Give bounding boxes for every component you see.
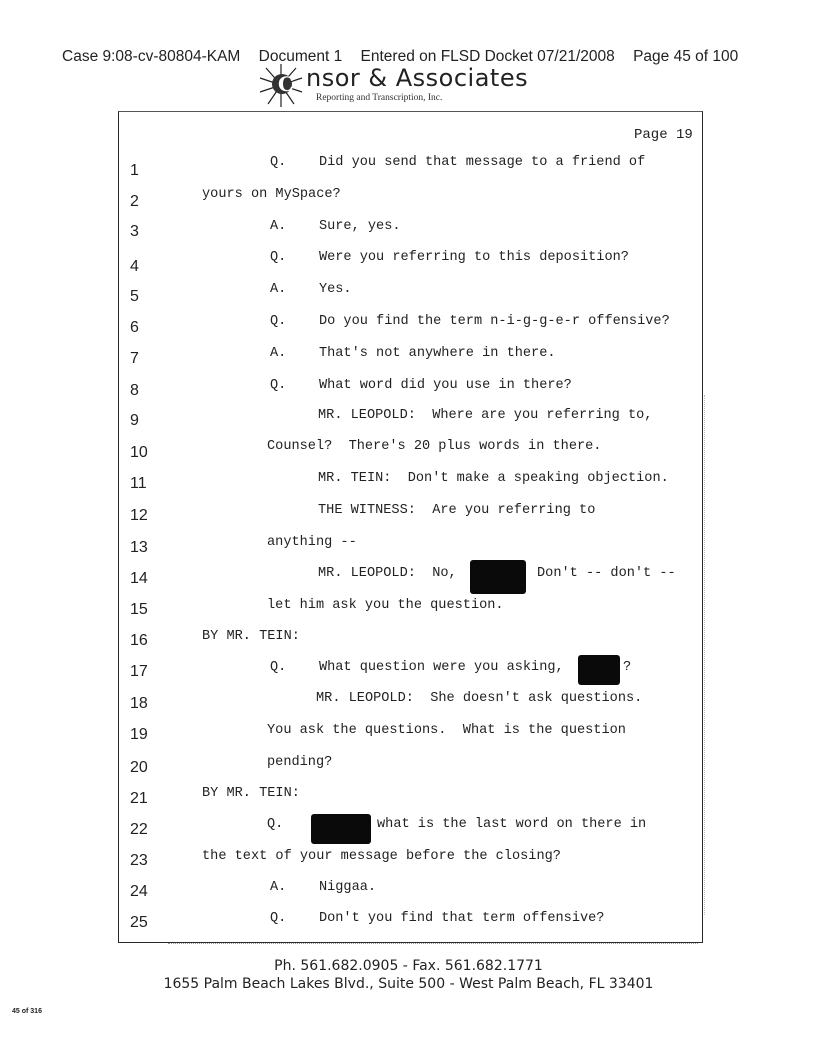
transcript-line-text: Q. bbox=[267, 817, 284, 832]
line-number: 9 bbox=[130, 412, 139, 429]
redaction-block bbox=[470, 560, 526, 594]
transcript-line-text: Counsel? There's 20 plus words in there. bbox=[267, 439, 602, 454]
line-number: 25 bbox=[130, 914, 148, 931]
document-number: Document 1 bbox=[258, 48, 343, 65]
line-number: 2 bbox=[130, 193, 139, 210]
line-number: 3 bbox=[130, 223, 139, 240]
line-number: 11 bbox=[130, 475, 147, 492]
line-number: 22 bbox=[130, 821, 148, 838]
line-number: 12 bbox=[130, 507, 148, 524]
line-number: 7 bbox=[130, 350, 139, 367]
transcript-line-text-after-redaction: ? bbox=[623, 660, 632, 675]
transcript-line-text: the text of your message before the closing? bbox=[202, 849, 561, 864]
page-indicator: Page 45 of 100 bbox=[633, 48, 739, 65]
line-number: 13 bbox=[130, 539, 148, 556]
transcript-page-label: Page 19 bbox=[634, 127, 693, 143]
footer-phone: Ph. 561.682.0905 - Fax. 561.682.1771 bbox=[274, 958, 543, 974]
transcript-line-text: THE WITNESS: Are you referring to bbox=[318, 503, 596, 518]
sunburst-logo-icon bbox=[258, 62, 304, 108]
line-number: 24 bbox=[130, 883, 148, 900]
transcript-line-text: let him ask you the question. bbox=[267, 598, 504, 613]
line-number: 1 bbox=[130, 162, 139, 179]
transcript-line-text: A. Niggaa. bbox=[270, 880, 377, 895]
line-number: 4 bbox=[130, 258, 139, 275]
transcript-line-text: Q. Were you referring to this deposition? bbox=[270, 250, 629, 265]
transcript-line-text-after-redaction: what is the last word on there in bbox=[377, 817, 647, 832]
transcript-line-text-after-redaction: Don't -- don't -- bbox=[537, 566, 676, 581]
transcript-line-text: Q. Don't you find that term offensive? bbox=[270, 911, 605, 926]
docket-entry: Entered on FLSD Docket 07/21/2008 bbox=[360, 48, 615, 65]
redaction-block bbox=[578, 655, 620, 685]
logo-company-name: nsor & Associates bbox=[306, 64, 529, 92]
line-number: 19 bbox=[130, 726, 148, 743]
logo-tagline: Reporting and Transcription, Inc. bbox=[316, 93, 443, 103]
line-number: 21 bbox=[130, 790, 148, 807]
scan-noise-line bbox=[168, 943, 698, 946]
page-count: 45 of 316 bbox=[12, 1008, 42, 1015]
line-number: 16 bbox=[130, 632, 148, 649]
line-number: 20 bbox=[130, 759, 148, 776]
scan-edge-mark bbox=[704, 395, 707, 915]
transcript-line-text: Q. Do you find the term n-i-g-g-e-r offensive? bbox=[270, 314, 670, 329]
transcript-line-text: MR. LEOPOLD: Where are you referring to, bbox=[318, 408, 653, 423]
transcript-line-text: Q. Did you send that message to a friend of bbox=[270, 155, 646, 170]
line-number: 14 bbox=[130, 570, 148, 587]
transcript-line-text: MR. TEIN: Don't make a speaking objection. bbox=[318, 471, 669, 486]
line-number: 5 bbox=[130, 288, 139, 305]
case-number: Case 9:08-cv-80804-KAM bbox=[62, 48, 241, 65]
line-number: 8 bbox=[130, 382, 139, 399]
svg-text:C: C bbox=[278, 72, 294, 96]
footer-address: 1655 Palm Beach Lakes Blvd., Suite 500 - West Palm Beach, FL 33401 bbox=[163, 976, 654, 992]
company-logo bbox=[258, 62, 558, 108]
line-number: 17 bbox=[130, 663, 148, 680]
transcript-line-text: anything -- bbox=[267, 535, 357, 550]
transcript-line-text: MR. LEOPOLD: No, bbox=[318, 566, 457, 581]
line-number: 23 bbox=[130, 852, 148, 869]
transcript-line-text: Q. What word did you use in there? bbox=[270, 378, 572, 393]
transcript-line-text: yours on MySpace? bbox=[202, 187, 341, 202]
transcript-line-text: A. Sure, yes. bbox=[270, 219, 401, 234]
transcript-line-text: pending? bbox=[267, 755, 333, 770]
line-number: 15 bbox=[130, 601, 148, 618]
transcript-line-text: A. That's not anywhere in there. bbox=[270, 346, 556, 361]
transcript-line-text: MR. LEOPOLD: She doesn't ask questions. bbox=[316, 691, 643, 706]
transcript-line-text: You ask the questions. What is the question bbox=[267, 723, 626, 738]
transcript-line-text: BY MR. TEIN: bbox=[202, 786, 300, 801]
transcript-line-text: Q. What question were you asking, bbox=[270, 660, 564, 675]
line-number: 18 bbox=[130, 695, 148, 712]
transcript-line-text: BY MR. TEIN: bbox=[202, 629, 300, 644]
line-number: 10 bbox=[130, 444, 148, 461]
redaction-block bbox=[311, 814, 371, 844]
transcript-line-text: A. Yes. bbox=[270, 282, 352, 297]
line-number: 6 bbox=[130, 319, 139, 336]
